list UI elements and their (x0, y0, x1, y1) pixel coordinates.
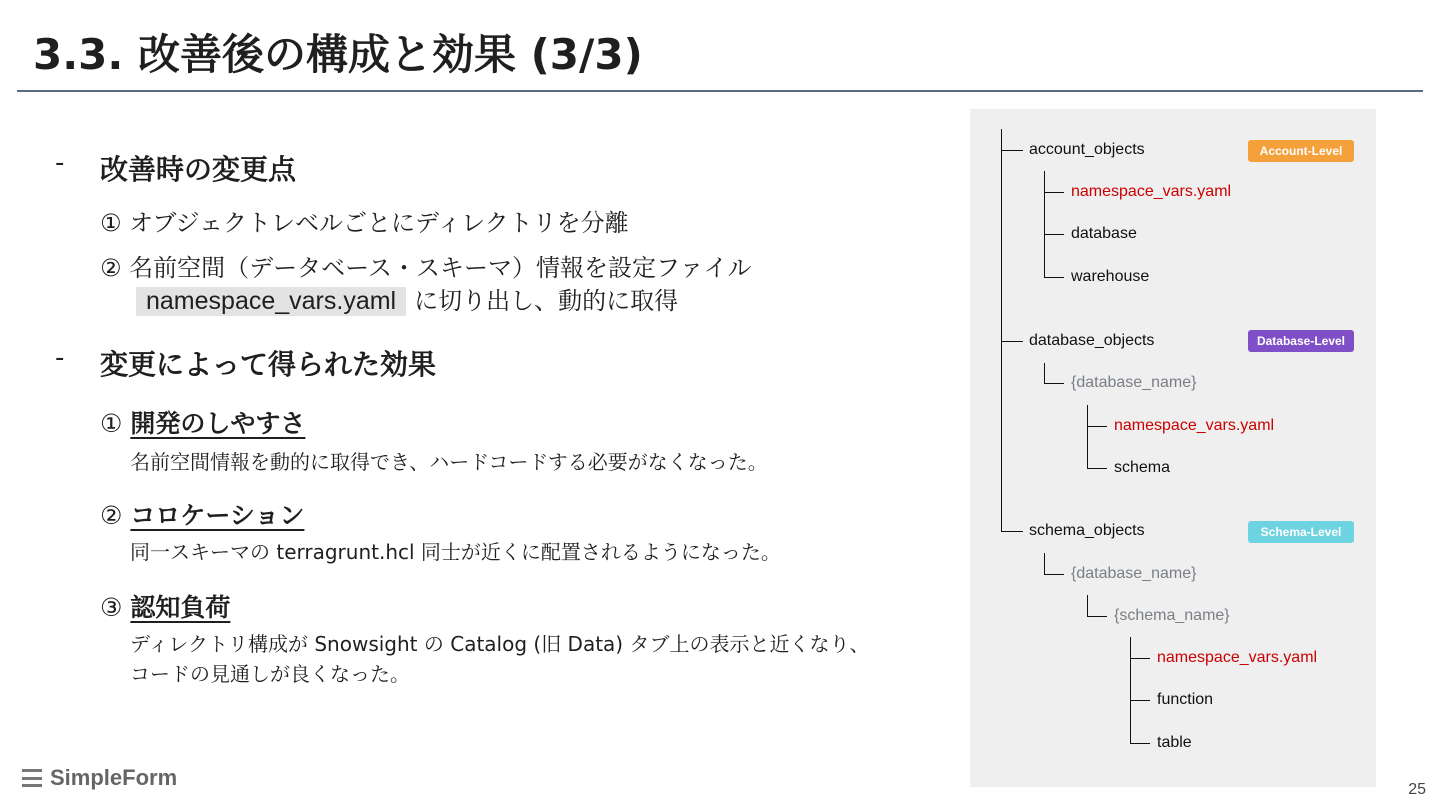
tree-node-table: table (1157, 734, 1192, 751)
tree-node-namespace-vars: namespace_vars.yaml (1157, 649, 1318, 666)
tree-node-namespace-vars: namespace_vars.yaml (1071, 183, 1232, 200)
effect-1-body-line1: 名前空間情報を動的に取得でき、ハードコードする必要がなくなった。 (130, 450, 768, 474)
effect-1-body (130, 447, 768, 477)
tree-branch (1001, 341, 1023, 342)
tree-branch (1001, 531, 1023, 532)
tree-node-database: database (1071, 225, 1137, 242)
bullet-dash: - (55, 343, 65, 373)
tree-branch (1087, 426, 1107, 427)
logo-text: SimpleForm (50, 765, 178, 790)
tree-branch (1087, 468, 1107, 469)
changes-heading: 改善時の変更点 (100, 153, 297, 186)
tree-branch (1130, 743, 1150, 744)
tree-trunk (1001, 129, 1002, 531)
tree-subtrunk (1087, 595, 1088, 616)
change-item-2-rest: に切り出し、動的に取得 (414, 287, 679, 315)
effect-2-body (130, 537, 781, 567)
effect-2-body-line1: 同一スキーマの terragrunt.hcl 同士が近くに配置されるようになった。 (130, 540, 781, 564)
tree-node-schema: schema (1114, 459, 1171, 476)
effect-3-body-line2: コードの見通しが良くなった。 (130, 662, 410, 686)
effect-2-number: ② (100, 501, 123, 530)
tree-node-database-name: {database_name} (1071, 374, 1197, 391)
tree-branch (1044, 574, 1064, 575)
effect-1-heading (100, 404, 305, 440)
tree-node-database-name: {database_name} (1071, 565, 1197, 582)
tree-branch (1130, 700, 1150, 701)
tree-branch (1001, 150, 1023, 151)
tree-node-account-objects: account_objects (1029, 141, 1145, 158)
effect-3-title: 認知負荷 (130, 593, 231, 622)
tree-branch (1044, 277, 1064, 278)
slide-title: 3.3. 改善後の構成と効果 (3/3) (33, 30, 643, 79)
namespace-vars-code: namespace_vars.yaml (136, 287, 406, 316)
company-logo (22, 765, 177, 791)
account-level-badge: Account-Level (1248, 140, 1354, 162)
effect-2-title: コロケーション (130, 501, 305, 530)
tree-subtrunk (1044, 363, 1045, 383)
tree-node-warehouse: warehouse (1071, 268, 1150, 285)
logo-mark-icon (22, 769, 42, 787)
effect-3-number: ③ (100, 593, 123, 622)
tree-subtrunk (1087, 405, 1088, 468)
tree-node-database-objects: database_objects (1029, 332, 1155, 349)
effect-1-title: 開発のしやすさ (130, 409, 306, 438)
bullet-dash: - (55, 148, 65, 178)
tree-node-function: function (1157, 691, 1214, 708)
directory-tree (970, 109, 1376, 787)
effect-1-number: ① (100, 409, 123, 438)
tree-subtrunk (1044, 171, 1045, 277)
page-number: 25 (1408, 781, 1426, 798)
tree-node-schema-name: {schema_name} (1114, 607, 1230, 624)
effect-2-heading (100, 496, 304, 532)
effect-3-body (130, 629, 869, 689)
tree-branch (1044, 234, 1064, 235)
database-level-badge: Database-Level (1248, 330, 1354, 352)
tree-node-namespace-vars: namespace_vars.yaml (1114, 417, 1275, 434)
effects-heading: 変更によって得られた効果 (100, 348, 437, 381)
tree-branch (1130, 658, 1150, 659)
tree-subtrunk (1044, 553, 1045, 574)
schema-level-badge: Schema-Level (1248, 521, 1354, 543)
change-item-2-line2 (136, 281, 678, 316)
effect-3-heading (100, 588, 230, 624)
tree-branch (1044, 383, 1064, 384)
tree-branch (1044, 192, 1064, 193)
change-item-1: ① オブジェクトレベルごとにディレクトリを分離 (100, 209, 629, 237)
tree-subtrunk (1130, 637, 1131, 743)
effect-3-body-line1: ディレクトリ構成が Snowsight の Catalog (旧 Data) タブ上の表示と近くなり、 (130, 632, 870, 656)
tree-node-schema-objects: schema_objects (1029, 522, 1145, 539)
change-item-2-line1: ② 名前空間（データベース・スキーマ）情報を設定ファイル (100, 254, 752, 282)
title-divider (17, 90, 1423, 92)
tree-branch (1087, 616, 1107, 617)
